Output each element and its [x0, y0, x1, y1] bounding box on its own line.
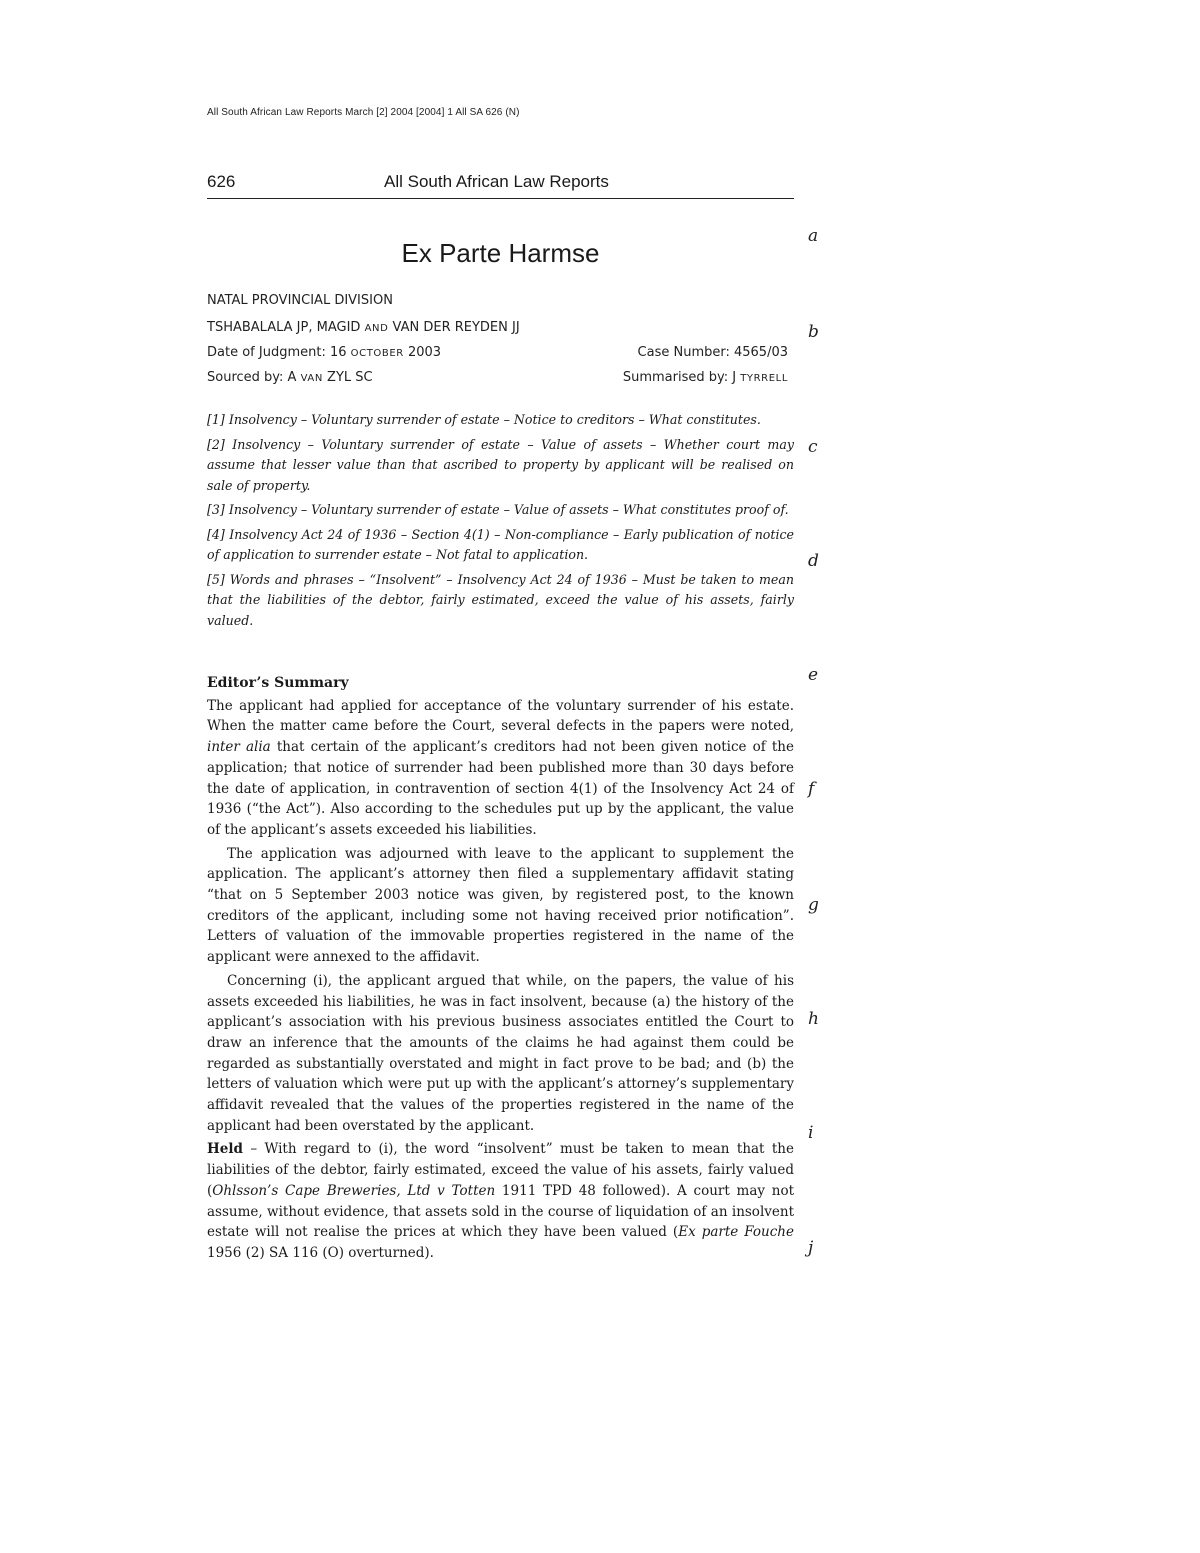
held-text-a: – With regard to (i), the word “insolvent” must be taken to mean that the liabilities of the debtor, fairly estimated, exceed the value of his assets, fairly valued (: [207, 1141, 794, 1199]
summarised-label: Summarised by: J: [622, 370, 741, 385]
summary-p1-text-a: The applicant had applied for acceptance of the voluntary surrender of his estate. When the matter came before the Court, several defects in the papers were noted,: [207, 697, 794, 735]
judges-and: AND: [364, 323, 389, 334]
judgment-line: [207, 345, 788, 360]
held-text-b: 1911 TPD 48 followed). A court may not assume, without evidence, that assets sold in the course of liquidation of an insolvent estate will not realise the prices at which they have been valued (: [207, 1182, 794, 1241]
editors-summary: [207, 673, 794, 1267]
sourced-name: ZYL SC: [322, 370, 373, 385]
sourced-label: Sourced by: A: [207, 370, 301, 385]
judgment-date-label: Date of Judgment: 16: [207, 345, 351, 360]
headnote-3: [3] Insolvency – Voluntary surrender of estate – Value of assets – What constitutes proof of.: [207, 502, 789, 517]
headnotes: [207, 410, 794, 635]
summary-p1-text-b: that certain of the applicant’s creditors had not been given notice of the application; that notice of surrender had been published more than 30 days before the date of application, in contravention of section 4(1) of the Insolvency Act 24 of 1936 (“the Act”). Also according to the schedules put up by the applicant, the value of the applicant’s assets exceeded his liabilities.: [207, 739, 794, 838]
case-title: Ex Parte Harmse: [401, 238, 600, 268]
margin-letter-j: j: [808, 1238, 814, 1258]
margin-letter-a: a: [808, 226, 819, 246]
judgment-date-month: OCTOBER: [350, 348, 404, 359]
sourced-van: VAN: [300, 373, 323, 384]
case-citation-ohlsson: Ohlsson’s Cape Breweries, Ltd v Totten: [212, 1182, 496, 1199]
case-citation-fouche: Ex parte Fouche: [678, 1224, 794, 1241]
summary-paragraph-2: The application was adjourned with leave to the applicant to supplement the application. The applicant’s attorney then filed a supplementary affidavit stating “that on 5 September 2003 notice was given, by registered post, to the known creditors of the applicant, including some not having received prior notification”. Letters of valuation of the immovable properties registered in the name of the applicant were annexed to the affidavit.: [207, 845, 794, 966]
page-header: [207, 172, 794, 199]
headnote-5: [5] Words and phrases – “Insolvent” – Insolvency Act 24 of 1936 – Must be taken to mean that the liabilities of the debtor, fairly estimated, exceed the value of his assets, fairly valued.: [207, 571, 794, 628]
headnote-2: [2] Insolvency – Voluntary surrender of estate – Value of assets – Whether court may assume that lesser value than that ascribed to property by applicant will be realised on sale of property.: [207, 436, 794, 493]
judges-line: [207, 320, 788, 335]
summary-paragraph-3: Concerning (i), the applicant argued that while, on the papers, the value of his assets exceeded his liabilities, he was in fact insolvent, because (a) the history of the applicant’s association with his previous business associates entitled the Court to draw an inference that the amounts of the claims he had against them could be regarded as substantially overstated and might in fact prove to be bad; and (b) the letters of valuation which were put up with the applicant’s attorney’s supplementary affidavit revealed that the values of the properties registered in the name of the applicant had been overstated by the applicant.: [207, 972, 794, 1134]
margin-letter-b: b: [808, 322, 819, 342]
judgment-date-year: 2003: [403, 345, 442, 360]
page-number: 626: [207, 172, 236, 191]
held-label: Held: [207, 1141, 243, 1158]
headnote-1: [1] Insolvency – Voluntary surrender of estate – Notice to creditors – What constitutes.: [207, 412, 761, 427]
publication-title: All South African Law Reports: [384, 172, 609, 191]
summarised-by: [623, 370, 788, 385]
case-number: Case Number: 4565/03: [637, 345, 788, 360]
headnote-4: [4] Insolvency Act 24 of 1936 – Section 4(1) – Non-compliance – Early publication of notice of application to surrender estate – Not fatal to application.: [207, 526, 794, 562]
margin-letter-d: d: [808, 551, 819, 571]
margin-letter-e: e: [808, 665, 819, 685]
running-head: All South African Law Reports March [2] 2004 [2004] 1 All SA 626 (N): [207, 107, 520, 118]
summarised-name: TYRRELL: [740, 373, 788, 384]
margin-letter-g: g: [808, 895, 819, 915]
judges-rest: VAN DER REYDEN JJ: [392, 320, 520, 335]
judges-names: TSHABALALA JP, MAGID: [207, 320, 361, 335]
summary-held-paragraph: [207, 1139, 794, 1263]
court-division: NATAL PROVINCIAL DIVISION: [207, 293, 393, 308]
sourced-line: [207, 370, 788, 385]
margin-letter-h: h: [808, 1009, 819, 1029]
margin-letter-i: i: [808, 1123, 814, 1143]
margin-letter-f: f: [808, 779, 815, 799]
summary-p1-italic: inter alia: [207, 739, 271, 756]
summary-paragraph-1: [207, 696, 794, 841]
summary-heading: Editor’s Summary: [207, 675, 349, 691]
margin-letter-c: c: [808, 437, 818, 457]
held-text-c: 1956 (2) SA 116 (O) overturned).: [207, 1244, 434, 1261]
